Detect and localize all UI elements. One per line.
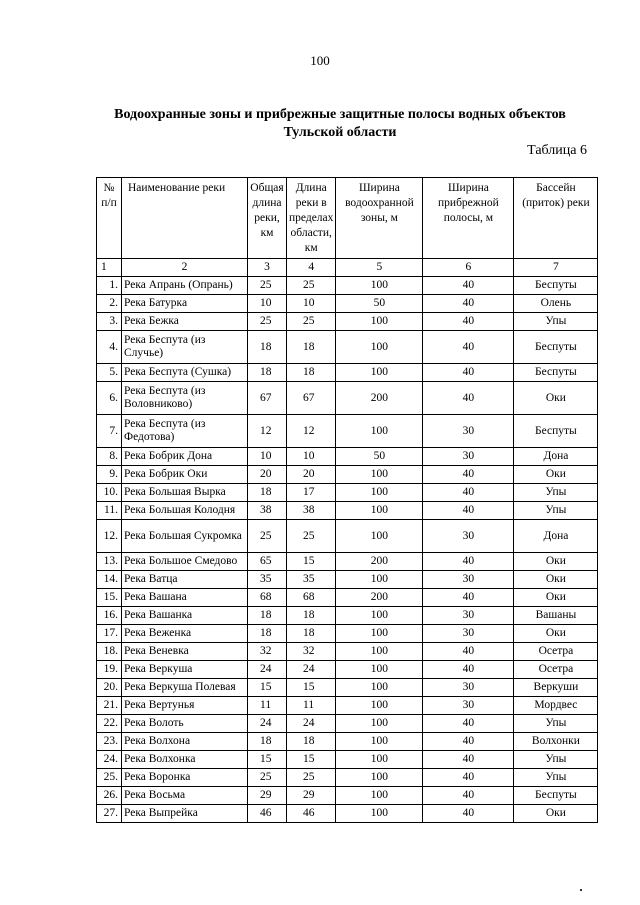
region-length: 24 — [287, 715, 336, 733]
basin: Упы — [514, 313, 598, 331]
water-zone-width: 100 — [336, 277, 423, 295]
table-row — [97, 769, 598, 787]
basin: Беспуты — [514, 331, 598, 364]
table-row — [97, 607, 598, 625]
basin: Осетра — [514, 661, 598, 679]
region-length: 17 — [287, 484, 336, 502]
table-row — [97, 805, 598, 823]
index-row — [97, 259, 598, 277]
rivers-table — [96, 177, 598, 823]
coast-strip-width: 40 — [423, 484, 514, 502]
river-name: Река Бобрик Оки — [122, 466, 248, 484]
coast-strip-width: 40 — [423, 277, 514, 295]
index-cell: 4 — [287, 259, 336, 277]
header-row — [97, 178, 598, 259]
table-row — [97, 313, 598, 331]
river-name: Река Беспута (Сушка) — [122, 364, 248, 382]
river-name: Река Вертунья — [122, 697, 248, 715]
coast-strip-width: 30 — [423, 607, 514, 625]
water-zone-width: 100 — [336, 661, 423, 679]
river-name: Река Батурка — [122, 295, 248, 313]
water-zone-width: 100 — [336, 520, 423, 553]
basin: Оки — [514, 382, 598, 415]
water-zone-width: 200 — [336, 589, 423, 607]
river-name: Река Вашанка — [122, 607, 248, 625]
header-water-zone: Ширина водоохранной зоны, м — [336, 178, 423, 259]
basin: Оки — [514, 589, 598, 607]
water-zone-width: 100 — [336, 625, 423, 643]
region-length: 18 — [287, 331, 336, 364]
river-name: Река Большая Вырка — [122, 484, 248, 502]
basin: Беспуты — [514, 415, 598, 448]
total-length: 38 — [248, 502, 287, 520]
region-length: 18 — [287, 607, 336, 625]
water-zone-width: 200 — [336, 382, 423, 415]
river-name: Река Ватца — [122, 571, 248, 589]
total-length: 18 — [248, 607, 287, 625]
total-length: 67 — [248, 382, 287, 415]
index-cell: 7 — [514, 259, 598, 277]
region-length: 11 — [287, 697, 336, 715]
river-name: Река Волхона — [122, 733, 248, 751]
basin: Оки — [514, 466, 598, 484]
water-zone-width: 100 — [336, 364, 423, 382]
row-number: 14. — [97, 571, 122, 589]
row-number: 22. — [97, 715, 122, 733]
row-number: 17. — [97, 625, 122, 643]
region-length: 25 — [287, 769, 336, 787]
water-zone-width: 200 — [336, 553, 423, 571]
river-name: Река Воронка — [122, 769, 248, 787]
table-row — [97, 502, 598, 520]
row-number: 18. — [97, 643, 122, 661]
table-row — [97, 553, 598, 571]
coast-strip-width: 40 — [423, 466, 514, 484]
row-number: 5. — [97, 364, 122, 382]
coast-strip-width: 30 — [423, 625, 514, 643]
basin: Упы — [514, 769, 598, 787]
river-name: Река Большая Сукромка — [122, 520, 248, 553]
coast-strip-width: 40 — [423, 295, 514, 313]
region-length: 25 — [287, 277, 336, 295]
table-row — [97, 382, 598, 415]
basin: Мордвес — [514, 697, 598, 715]
row-number: 23. — [97, 733, 122, 751]
river-name: Река Вашана — [122, 589, 248, 607]
basin: Дона — [514, 520, 598, 553]
coast-strip-width: 40 — [423, 553, 514, 571]
basin: Беспуты — [514, 787, 598, 805]
total-length: 10 — [248, 295, 287, 313]
total-length: 65 — [248, 553, 287, 571]
table-row — [97, 484, 598, 502]
coast-strip-width: 40 — [423, 715, 514, 733]
basin: Осетра — [514, 643, 598, 661]
water-zone-width: 100 — [336, 805, 423, 823]
water-zone-width: 100 — [336, 769, 423, 787]
river-name: Река Бежка — [122, 313, 248, 331]
basin: Веркуши — [514, 679, 598, 697]
region-length: 18 — [287, 625, 336, 643]
row-number: 12. — [97, 520, 122, 553]
river-name: Река Веневка — [122, 643, 248, 661]
table-row — [97, 625, 598, 643]
document-title — [60, 106, 620, 142]
index-cell: 5 — [336, 259, 423, 277]
table-row — [97, 697, 598, 715]
total-length: 25 — [248, 277, 287, 295]
table-row — [97, 571, 598, 589]
region-length: 18 — [287, 733, 336, 751]
coast-strip-width: 40 — [423, 751, 514, 769]
river-name: Река Бобрик Дона — [122, 448, 248, 466]
table-row — [97, 751, 598, 769]
water-zone-width: 100 — [336, 484, 423, 502]
region-length: 20 — [287, 466, 336, 484]
row-number: 7. — [97, 415, 122, 448]
coast-strip-width: 30 — [423, 571, 514, 589]
region-length: 24 — [287, 661, 336, 679]
coast-strip-width: 30 — [423, 415, 514, 448]
table-row — [97, 448, 598, 466]
river-name: Река Веженка — [122, 625, 248, 643]
coast-strip-width: 40 — [423, 502, 514, 520]
water-zone-width: 100 — [336, 715, 423, 733]
table-row — [97, 364, 598, 382]
coast-strip-width: 40 — [423, 769, 514, 787]
water-zone-width: 100 — [336, 607, 423, 625]
river-name: Река Большая Колодня — [122, 502, 248, 520]
water-zone-width: 100 — [336, 571, 423, 589]
page-number: 100 — [310, 53, 330, 68]
water-zone-width: 100 — [336, 415, 423, 448]
basin: Упы — [514, 715, 598, 733]
river-name: Река Волхонка — [122, 751, 248, 769]
header-num: № п/п — [97, 178, 122, 259]
table-row — [97, 589, 598, 607]
water-zone-width: 100 — [336, 787, 423, 805]
row-number: 8. — [97, 448, 122, 466]
water-zone-width: 100 — [336, 751, 423, 769]
basin: Олень — [514, 295, 598, 313]
row-number: 20. — [97, 679, 122, 697]
row-number: 4. — [97, 331, 122, 364]
region-length: 10 — [287, 295, 336, 313]
coast-strip-width: 40 — [423, 589, 514, 607]
water-zone-width: 100 — [336, 502, 423, 520]
index-cell: 3 — [248, 259, 287, 277]
total-length: 25 — [248, 769, 287, 787]
coast-strip-width: 30 — [423, 520, 514, 553]
basin: Волхонки — [514, 733, 598, 751]
basin: Дона — [514, 448, 598, 466]
total-length: 18 — [248, 625, 287, 643]
river-name: Река Восьма — [122, 787, 248, 805]
total-length: 24 — [248, 661, 287, 679]
basin: Упы — [514, 751, 598, 769]
coast-strip-width: 40 — [423, 313, 514, 331]
region-length: 25 — [287, 313, 336, 331]
total-length: 11 — [248, 697, 287, 715]
basin: Оки — [514, 553, 598, 571]
total-length: 12 — [248, 415, 287, 448]
row-number: 9. — [97, 466, 122, 484]
total-length: 46 — [248, 805, 287, 823]
total-length: 15 — [248, 679, 287, 697]
basin: Оки — [514, 805, 598, 823]
total-length: 15 — [248, 751, 287, 769]
basin: Беспуты — [514, 364, 598, 382]
coast-strip-width: 40 — [423, 805, 514, 823]
water-zone-width: 100 — [336, 466, 423, 484]
river-name: Река Выпрейка — [122, 805, 248, 823]
total-length: 25 — [248, 313, 287, 331]
table-row — [97, 331, 598, 364]
water-zone-width: 50 — [336, 295, 423, 313]
region-length: 68 — [287, 589, 336, 607]
header-name: Наименование реки — [122, 178, 248, 259]
basin: Оки — [514, 571, 598, 589]
coast-strip-width: 40 — [423, 331, 514, 364]
total-length: 20 — [248, 466, 287, 484]
row-number: 21. — [97, 697, 122, 715]
region-length: 15 — [287, 679, 336, 697]
region-length: 46 — [287, 805, 336, 823]
coast-strip-width: 40 — [423, 643, 514, 661]
total-length: 29 — [248, 787, 287, 805]
total-length: 32 — [248, 643, 287, 661]
row-number: 25. — [97, 769, 122, 787]
total-length: 68 — [248, 589, 287, 607]
table-row — [97, 715, 598, 733]
river-name: Река Беспута (из Воловниково) — [122, 382, 248, 415]
row-number: 27. — [97, 805, 122, 823]
total-length: 35 — [248, 571, 287, 589]
header-coast-strip: Ширина прибрежной полосы, м — [423, 178, 514, 259]
row-number: 2. — [97, 295, 122, 313]
row-number: 16. — [97, 607, 122, 625]
table-row — [97, 277, 598, 295]
table-row — [97, 733, 598, 751]
region-length: 67 — [287, 382, 336, 415]
coast-strip-width: 30 — [423, 697, 514, 715]
coast-strip-width: 40 — [423, 787, 514, 805]
region-length: 29 — [287, 787, 336, 805]
coast-strip-width: 40 — [423, 382, 514, 415]
total-length: 18 — [248, 733, 287, 751]
region-length: 35 — [287, 571, 336, 589]
table-row — [97, 787, 598, 805]
river-name: Река Беспута (из Федотова) — [122, 415, 248, 448]
row-number: 11. — [97, 502, 122, 520]
total-length: 18 — [248, 364, 287, 382]
basin: Упы — [514, 484, 598, 502]
table-row — [97, 466, 598, 484]
total-length: 25 — [248, 520, 287, 553]
table-row — [97, 661, 598, 679]
total-length: 24 — [248, 715, 287, 733]
water-zone-width: 100 — [336, 643, 423, 661]
coast-strip-width: 30 — [423, 679, 514, 697]
river-name: Река Большое Смедово — [122, 553, 248, 571]
table-row — [97, 679, 598, 697]
water-zone-width: 100 — [336, 331, 423, 364]
scan-dot — [580, 889, 582, 891]
water-zone-width: 100 — [336, 733, 423, 751]
basin: Оки — [514, 625, 598, 643]
region-length: 38 — [287, 502, 336, 520]
region-length: 15 — [287, 553, 336, 571]
region-length: 10 — [287, 448, 336, 466]
row-number: 15. — [97, 589, 122, 607]
index-cell: 2 — [122, 259, 248, 277]
index-cell: 6 — [423, 259, 514, 277]
table-row — [97, 415, 598, 448]
water-zone-width: 50 — [336, 448, 423, 466]
region-length: 18 — [287, 364, 336, 382]
row-number: 6. — [97, 382, 122, 415]
coast-strip-width: 40 — [423, 733, 514, 751]
coast-strip-width: 40 — [423, 661, 514, 679]
region-length: 15 — [287, 751, 336, 769]
river-name: Река Беспута (из Случье) — [122, 331, 248, 364]
title-line-2: Тульской области — [283, 125, 397, 140]
water-zone-width: 100 — [336, 313, 423, 331]
table-row — [97, 295, 598, 313]
total-length: 18 — [248, 484, 287, 502]
row-number: 10. — [97, 484, 122, 502]
coast-strip-width: 40 — [423, 364, 514, 382]
total-length: 10 — [248, 448, 287, 466]
table-row — [97, 643, 598, 661]
river-name: Река Веркуша Полевая — [122, 679, 248, 697]
row-number: 3. — [97, 313, 122, 331]
water-zone-width: 100 — [336, 679, 423, 697]
total-length: 18 — [248, 331, 287, 364]
basin: Вашаны — [514, 607, 598, 625]
table-row — [97, 520, 598, 553]
basin: Беспуты — [514, 277, 598, 295]
coast-strip-width: 30 — [423, 448, 514, 466]
river-name: Река Апрань (Опрань) — [122, 277, 248, 295]
region-length: 12 — [287, 415, 336, 448]
header-basin: Бассейн (приток) реки — [514, 178, 598, 259]
row-number: 19. — [97, 661, 122, 679]
water-zone-width: 100 — [336, 697, 423, 715]
row-number: 26. — [97, 787, 122, 805]
title-line-1: Водоохранные зоны и прибрежные защитные полосы водных объектов — [114, 107, 566, 122]
region-length: 32 — [287, 643, 336, 661]
region-length: 25 — [287, 520, 336, 553]
row-number: 1. — [97, 277, 122, 295]
row-number: 13. — [97, 553, 122, 571]
basin: Упы — [514, 502, 598, 520]
header-region-length: Длина реки в пределах области, км — [287, 178, 336, 259]
table-label: Таблица 6 — [527, 143, 587, 158]
river-name: Река Веркуша — [122, 661, 248, 679]
index-cell: 1 — [97, 259, 122, 277]
river-name: Река Волоть — [122, 715, 248, 733]
row-number: 24. — [97, 751, 122, 769]
header-total-length: Общая длина реки, км — [248, 178, 287, 259]
